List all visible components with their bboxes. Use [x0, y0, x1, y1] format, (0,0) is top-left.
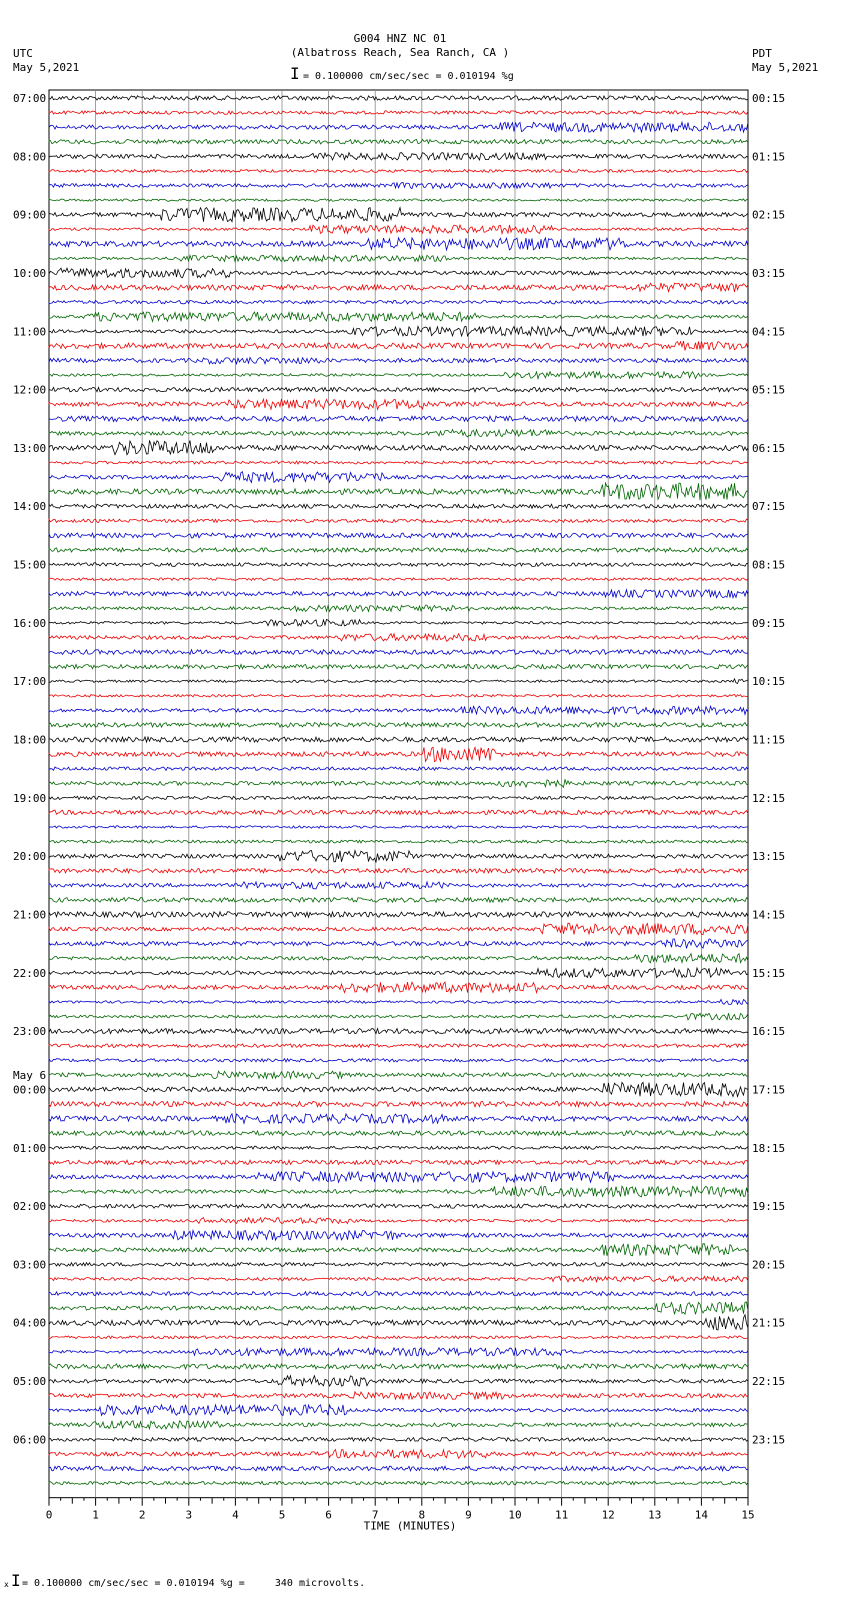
x-tick-label: 8: [418, 1508, 426, 1522]
trace-line: [49, 1276, 748, 1282]
trace-line: [49, 605, 748, 611]
trace-line: [49, 1160, 748, 1164]
trace-line: [49, 810, 748, 814]
trace-line: [49, 1405, 748, 1416]
pdt-hour-label: 08:15: [752, 558, 786, 572]
trace-line: [49, 326, 748, 336]
pdt-hour-label: 18:15: [752, 1141, 786, 1155]
utc-hour-label: 06:00: [13, 1433, 47, 1447]
pdt-hour-label: 01:15: [752, 150, 786, 164]
trace-line: [49, 1376, 748, 1386]
trace-line: [49, 1000, 748, 1005]
trace-line: [49, 796, 748, 799]
trace-line: [49, 341, 748, 350]
pdt-hour-label: 04:15: [752, 325, 786, 339]
pdt-hour-label: 13:15: [752, 850, 786, 864]
trace-line: [49, 387, 748, 391]
utc-hour-label: 16:00: [13, 616, 47, 630]
utc-hour-label: 19:00: [13, 791, 47, 805]
trace-line: [49, 1292, 748, 1296]
trace-line: [49, 519, 748, 522]
pdt-hour-label: 07:15: [752, 500, 786, 514]
trace-line: [49, 679, 748, 684]
x-axis-title: TIME (MINUTES): [363, 1519, 457, 1533]
trace-line: [49, 1186, 748, 1197]
trace-line: [49, 882, 748, 889]
utc-hour-label: 07:00: [13, 92, 47, 105]
trace-line: [49, 1101, 748, 1106]
trace-line: [49, 869, 748, 874]
trace-line: [49, 1438, 748, 1442]
utc-hour-label: 22:00: [13, 966, 47, 980]
trace-line: [49, 372, 748, 379]
trace-line: [49, 1302, 748, 1314]
pdt-hour-label: 23:15: [752, 1433, 786, 1447]
trace-line: [49, 1336, 748, 1339]
trace-line: [49, 183, 748, 189]
trace-line: [49, 208, 748, 222]
trace-line: [49, 140, 748, 145]
utc-hour-label: 18:00: [13, 733, 47, 747]
trace-line: [49, 111, 748, 114]
trace-line: [49, 737, 748, 742]
trace-line: [49, 169, 748, 172]
x-tick-label: 11: [554, 1508, 569, 1522]
trace-line: [49, 968, 748, 978]
trace-line: [49, 283, 748, 292]
trace-line: [49, 1315, 748, 1330]
date-change-label: May 6: [13, 1069, 47, 1082]
trace-line: [49, 650, 748, 655]
trace-line: [49, 1146, 748, 1149]
utc-hour-label: 20:00: [13, 850, 47, 864]
trace-line: [49, 563, 748, 567]
utc-hour-label: 03:00: [13, 1258, 47, 1272]
trace-line: [49, 504, 748, 508]
trace-line: [49, 548, 748, 552]
pdt-hour-label: 11:15: [752, 733, 786, 747]
station-title: G004 HNZ NC 01: [353, 32, 447, 45]
trace-line: [49, 1059, 748, 1062]
x-tick-label: 5: [278, 1508, 286, 1522]
utc-hour-label: 01:00: [13, 1141, 47, 1155]
trace-line: [49, 1364, 748, 1369]
trace-line: [49, 1466, 748, 1471]
pdt-hour-label: 06:15: [752, 441, 786, 455]
trace-line: [49, 416, 748, 421]
utc-hour-label: 05:00: [13, 1375, 47, 1389]
trace-line: [49, 664, 748, 668]
trace-line: [49, 268, 748, 278]
x-tick-label: 14: [694, 1508, 709, 1522]
trace-line: [49, 1421, 748, 1429]
trace-line: [49, 723, 748, 728]
x-tick-label: 1: [92, 1508, 99, 1522]
footer-scale-text: = 0.100000 cm/sec/sec = 0.010194 %g = 340 microvolts.: [22, 1578, 366, 1589]
trace-line: [49, 153, 748, 160]
trace-line: [49, 483, 748, 500]
plot-frame: [49, 90, 748, 1498]
x-tick-label: 0: [45, 1508, 53, 1522]
trace-line: [49, 96, 748, 100]
trace-line: [49, 1218, 748, 1224]
pdt-hour-label: 00:15: [752, 92, 786, 105]
trace-line: [49, 1230, 748, 1240]
utc-hour-label: 00:00: [13, 1083, 47, 1097]
x-tick-label: 10: [508, 1508, 522, 1522]
scale-bar-icon: I: [290, 64, 300, 83]
trace-line: [49, 1044, 748, 1048]
trace-line: [49, 1244, 748, 1256]
x-tick-label: 3: [185, 1508, 193, 1522]
x-tick-label: 13: [648, 1508, 662, 1522]
trace-line: [49, 461, 748, 464]
pdt-hour-label: 05:15: [752, 383, 786, 397]
trace-line: [49, 939, 748, 949]
trace-line: [49, 1172, 748, 1183]
trace-line: [49, 954, 748, 963]
trace-line: [49, 1348, 748, 1356]
utc-hour-label: 11:00: [13, 325, 47, 339]
pdt-hour-label: 14:15: [752, 908, 786, 922]
pdt-hour-label: 16:15: [752, 1025, 786, 1039]
trace-line: [49, 399, 748, 409]
x-tick-label: 15: [741, 1508, 755, 1522]
trace-line: [49, 430, 748, 437]
scale-text: = 0.100000 cm/sec/sec = 0.010194 %g: [303, 71, 514, 82]
trace-line: [49, 199, 748, 201]
trace-line: [49, 923, 748, 935]
trace-line: [49, 851, 748, 862]
utc-hour-label: 21:00: [13, 908, 47, 922]
pdt-hour-label: 20:15: [752, 1258, 786, 1272]
trace-line: [49, 358, 748, 364]
utc-hour-label: 08:00: [13, 150, 47, 164]
x-tick-label: 2: [138, 1508, 146, 1522]
pdt-hour-label: 15:15: [752, 966, 786, 980]
trace-line: [49, 840, 748, 843]
trace-line: [49, 695, 748, 698]
pdt-hour-label: 09:15: [752, 616, 786, 630]
utc-label: UTC: [13, 47, 33, 60]
station-location: (Albatross Reach, Sea Ranch, CA ): [290, 46, 510, 59]
trace-line: [49, 620, 748, 627]
trace-line: [49, 706, 748, 714]
utc-hour-label: 09:00: [13, 208, 47, 222]
trace-line: [49, 578, 748, 581]
trace-line: [49, 238, 748, 250]
trace-line: [49, 472, 748, 483]
trace-line: [49, 779, 748, 787]
utc-hour-label: 23:00: [13, 1025, 47, 1039]
utc-hour-label: 04:00: [13, 1316, 47, 1330]
trace-line: [49, 1071, 748, 1078]
trace-line: [49, 1131, 748, 1136]
x-tick-label: 4: [232, 1508, 239, 1522]
pdt-hour-label: 10:15: [752, 675, 786, 689]
trace-line: [49, 590, 748, 598]
x-tick-label: 9: [465, 1508, 472, 1522]
utc-date: May 5,2021: [13, 61, 80, 74]
trace-line: [49, 898, 748, 903]
trace-line: [49, 1481, 748, 1484]
trace-line: [49, 225, 748, 234]
utc-hour-label: 10:00: [13, 266, 47, 280]
trace-line: [49, 1029, 748, 1034]
trace-line: [49, 982, 748, 993]
trace-line: [49, 440, 748, 454]
pdt-hour-label: 19:15: [752, 1200, 786, 1214]
pdt-hour-label: 02:15: [752, 208, 786, 222]
utc-hour-label: 13:00: [13, 441, 47, 455]
footer-marker-icon: x: [4, 1580, 9, 1589]
trace-line: [49, 1082, 748, 1096]
trace-line: [49, 634, 748, 642]
x-tick-label: 6: [325, 1508, 332, 1522]
trace-line: [49, 1204, 748, 1208]
footer-scale-bar-icon: I: [11, 1571, 21, 1590]
trace-line: [49, 122, 748, 132]
x-tick-label: 7: [371, 1508, 379, 1522]
trace-line: [49, 1013, 748, 1020]
utc-hour-label: 17:00: [13, 675, 47, 689]
pdt-hour-label: 17:15: [752, 1083, 786, 1097]
pdt-hour-label: 21:15: [752, 1316, 786, 1330]
trace-line: [49, 826, 748, 828]
utc-hour-label: 02:00: [13, 1200, 47, 1214]
trace-line: [49, 255, 748, 261]
trace-line: [49, 747, 748, 761]
pdt-label: PDT: [752, 47, 772, 60]
trace-line: [49, 300, 748, 304]
trace-line: [49, 912, 748, 918]
trace-line: [49, 1114, 748, 1123]
trace-line: [49, 767, 748, 770]
trace-line: [49, 1450, 748, 1459]
pdt-hour-label: 03:15: [752, 266, 786, 280]
utc-hour-label: 14:00: [13, 500, 47, 514]
trace-line: [49, 533, 748, 538]
trace-line: [49, 1263, 748, 1267]
trace-line: [49, 312, 748, 322]
pdt-date: May 5,2021: [752, 61, 819, 74]
x-tick-label: 12: [601, 1508, 615, 1522]
trace-line: [49, 1392, 748, 1399]
utc-hour-label: 12:00: [13, 383, 47, 397]
pdt-hour-label: 22:15: [752, 1375, 786, 1389]
pdt-hour-label: 12:15: [752, 791, 786, 805]
utc-hour-label: 15:00: [13, 558, 47, 572]
